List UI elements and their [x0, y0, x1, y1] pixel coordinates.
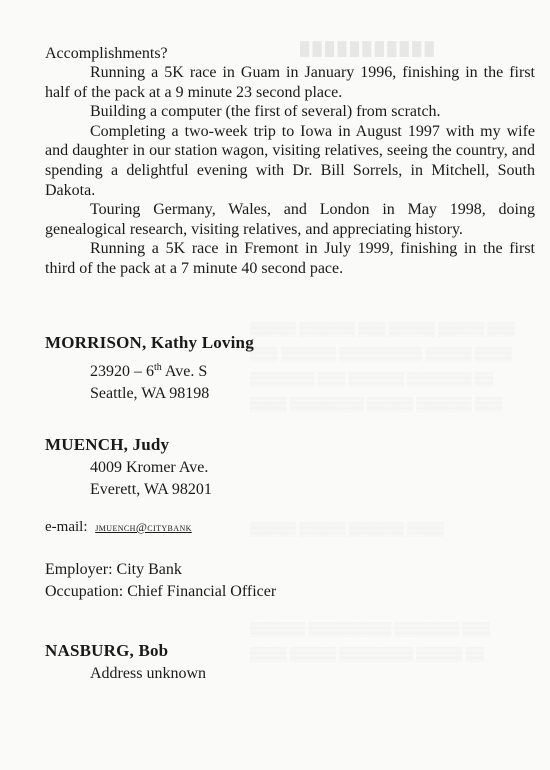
entry-last-name: MORRISON, [45, 333, 147, 352]
show-through-text: ▒▒▒▒ ▒▒▒▒▒ ▒▒▒▒▒▒▒▒ ▒▒▒▒▒ ▒▒ [250, 646, 485, 661]
entry-last-name: NASBURG, [45, 641, 134, 660]
street-address: 4009 Kromer Ave. [90, 459, 209, 476]
show-through-text: ▒▒▒▒▒ ▒▒▒▒▒ ▒▒▒▒▒▒ ▒▒▒▒ [250, 521, 444, 536]
show-through-text: ▒▒▒▒▒ ▒▒▒▒▒▒ ▒▒▒ ▒▒▒▒▒ ▒▒▒▒▒ ▒▒▒ [250, 321, 515, 336]
show-through-text: ▒▒▒▒▒▒▒ ▒▒▒ ▒▒▒▒▒▒ ▒▒▒▒▒▒▒ ▒▒ [250, 371, 494, 386]
entry-name-morrison [45, 333, 254, 353]
employer-line: Employer: City Bank [45, 561, 182, 578]
city-state-zip: Seattle, WA 98198 [90, 385, 210, 402]
accomplishment-paragraph: Running a 5K race in Fremont in July 1999, finishing in the first third of the pack at a 7 minute 40 second pace. [45, 240, 535, 277]
entry-first-name: Bob [138, 641, 169, 660]
entry-first-name: Judy [132, 435, 170, 454]
email-row [45, 519, 192, 536]
accomplishment-paragraph: Touring Germany, Wales, and London in May 1998, doing genealogical research, visiting relatives, and appreciating history. [45, 201, 535, 238]
show-through-text: ▒▒▒▒▒▒ ▒▒▒▒▒▒▒▒▒ ▒▒▒▒▒▒▒ ▒▒▒ [250, 621, 491, 636]
accomplishment-paragraph: Completing a two-week trip to Iowa in August 1997 with my wife and daughter in our station wagon, visiting relatives, seeing the country, and spending a delightful evening with Dr. Bill Sorrels, in Mitchell, South Dakota. [45, 122, 535, 199]
show-through-text: ▒▒▒▒ ▒▒▒▒▒▒▒▒ ▒▒▒▒▒ ▒▒▒▒▒▒ ▒▒▒ [250, 396, 503, 411]
entry-address-nasburg [90, 663, 206, 685]
occupation-line: Occupation: Chief Financial Officer [45, 583, 277, 600]
show-through-text: ▒▒▒ ▒▒▒▒▒▒ ▒▒▒▒▒▒▒▒▒ ▒▒▒▒▒ ▒▒▒▒ [250, 346, 512, 361]
entry-address-muench [90, 457, 212, 501]
employment-info [45, 559, 276, 603]
email-address-link[interactable]: jmuench@citybank [95, 520, 192, 534]
entry-name-muench [45, 435, 169, 455]
entry-first-name: Kathy Loving [150, 333, 254, 352]
accomplishments-heading: Accomplishments? [45, 45, 168, 62]
entry-last-name: MUENCH, [45, 435, 129, 454]
street-address: 23920 – 6th Ave. S [90, 362, 208, 380]
entry-name-nasburg [45, 641, 168, 661]
accomplishment-paragraph: Running a 5K race in Guam in January 1996, finishing in the first half of the pack at a 9 minute 23 second place. [45, 64, 535, 101]
address-note: Address unknown [90, 665, 206, 682]
city-state-zip: Everett, WA 98201 [90, 481, 212, 498]
email-label: e-mail: [45, 519, 88, 535]
accomplishment-paragraph: Building a computer (the first of several) from scratch. [90, 103, 441, 121]
show-through-text: █ █ █ █ █ █ █ █ █ █ █ [300, 41, 434, 56]
accomplishments-section [45, 44, 535, 279]
entry-address-morrison [90, 357, 209, 405]
